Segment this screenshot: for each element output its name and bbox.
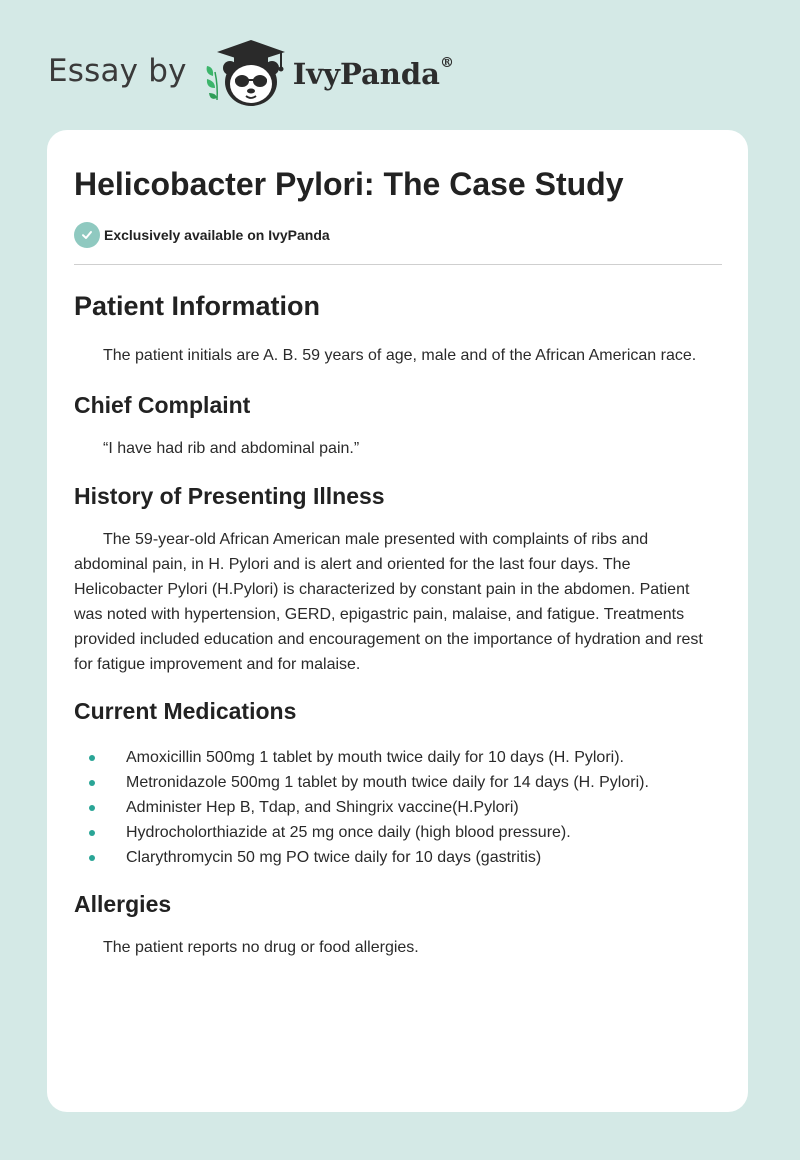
- section-heading-patient-information: Patient Information: [74, 291, 321, 321]
- section-heading-allergies: Allergies: [74, 891, 172, 917]
- brand-name: IvyPanda®: [292, 55, 454, 91]
- brand-header: [48, 36, 454, 110]
- history-text: The 59-year-old African American male presented with complaints of ribs and abdominal pain, in H. Pylori and is alert and oriented for the last four days. The Helicobacter Pylori (H.Pylori) is characterized by constant pain in the abdomen. Patient was noted with hypertension, GERD, epigastric pain, malaise, and fatigue. Treatments provided included education and encouragement on the importance of hydration and rest for fatigue improvement and for malaise.: [74, 531, 703, 673]
- section-heading-chief-complaint: Chief Complaint: [74, 392, 251, 418]
- list-item: Hydrocholorthiazide at 25 mg once daily (high blood pressure).: [74, 820, 722, 845]
- patient-information-text: The patient initials are A. B. 59 years of age, male and of the African American race.: [103, 347, 697, 364]
- list-item: Metronidazole 500mg 1 tablet by mouth twice daily for 14 days (H. Pylori).: [74, 770, 722, 795]
- list-item: Administer Hep B, Tdap, and Shingrix vaccine(H.Pylori): [74, 795, 722, 820]
- check-icon: [74, 222, 100, 248]
- allergies-text: The patient reports no drug or food allergies.: [103, 939, 419, 956]
- chief-complaint-text: “I have had rib and abdominal pain.”: [103, 440, 360, 457]
- panda-graduate-icon: [201, 36, 301, 110]
- exclusive-label: Exclusively available on IvyPanda: [104, 227, 330, 243]
- list-item: Clarythromycin 50 mg PO twice daily for 10 days (gastritis): [74, 845, 722, 870]
- section-heading-medications: Current Medications: [74, 698, 297, 724]
- exclusive-badge: [74, 222, 722, 248]
- section-heading-history: History of Presenting Illness: [74, 483, 385, 509]
- medication-list: [74, 745, 722, 870]
- brand-prefix: Essay by: [48, 53, 187, 89]
- divider: [74, 264, 722, 265]
- list-item: Amoxicillin 500mg 1 tablet by mouth twice daily for 10 days (H. Pylori).: [74, 745, 722, 770]
- page-title: Helicobacter Pylori: The Case Study: [74, 166, 624, 202]
- essay-card: [47, 130, 748, 1112]
